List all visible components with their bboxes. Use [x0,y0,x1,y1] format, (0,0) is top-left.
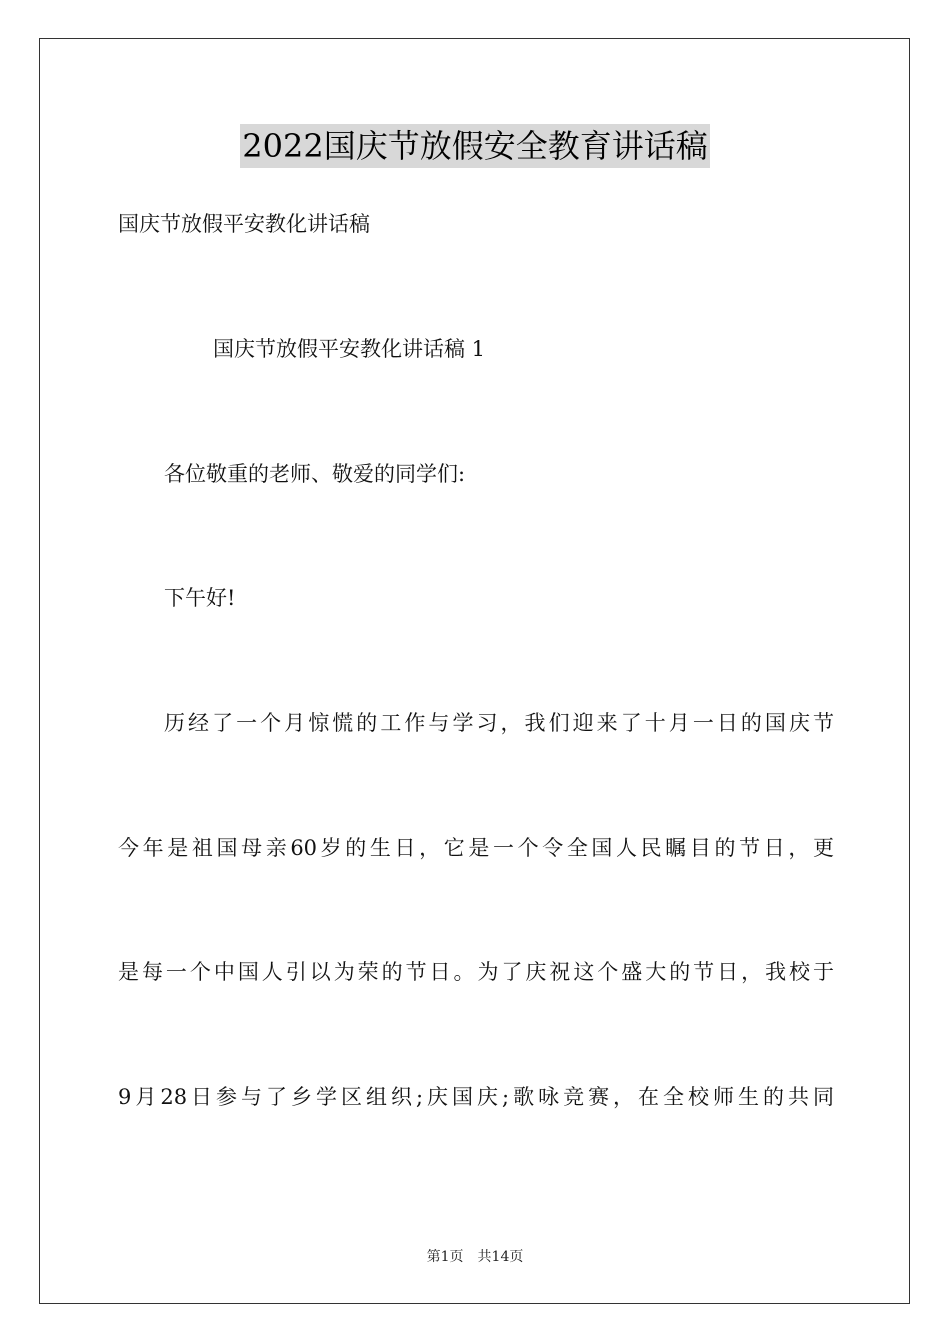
salutation-line: 下午好! [164,586,236,610]
greeting-line: 各位敬重的老师、敬爱的同学们: [164,462,466,486]
page-number: 第1页 [426,1249,464,1265]
paragraph-line-1: 历经了一个月惊慌的工作与学习，我们迎来了十月一日的国庆节 [164,711,834,735]
document-subtitle: 国庆节放假平安教化讲话稿 [118,212,370,236]
paragraph-line-3: 是每一个中国人引以为荣的节日。为了庆祝这个盛大的节日，我校于 [118,960,834,984]
title-container [0,124,950,168]
page-total: 共14页 [477,1249,524,1265]
section-heading: 国庆节放假平安教化讲话稿 1 [213,337,486,361]
page-footer [0,1247,950,1267]
document-title: 2022国庆节放假安全教育讲话稿 [240,124,709,168]
paragraph-line-2: 今年是祖国母亲60岁的生日，它是一个令全国人民瞩目的节日，更 [118,836,834,860]
paragraph-line-4: 9月28日参与了乡学区组织;庆国庆;歌咏竞赛，在全校师生的共同 [118,1085,834,1109]
